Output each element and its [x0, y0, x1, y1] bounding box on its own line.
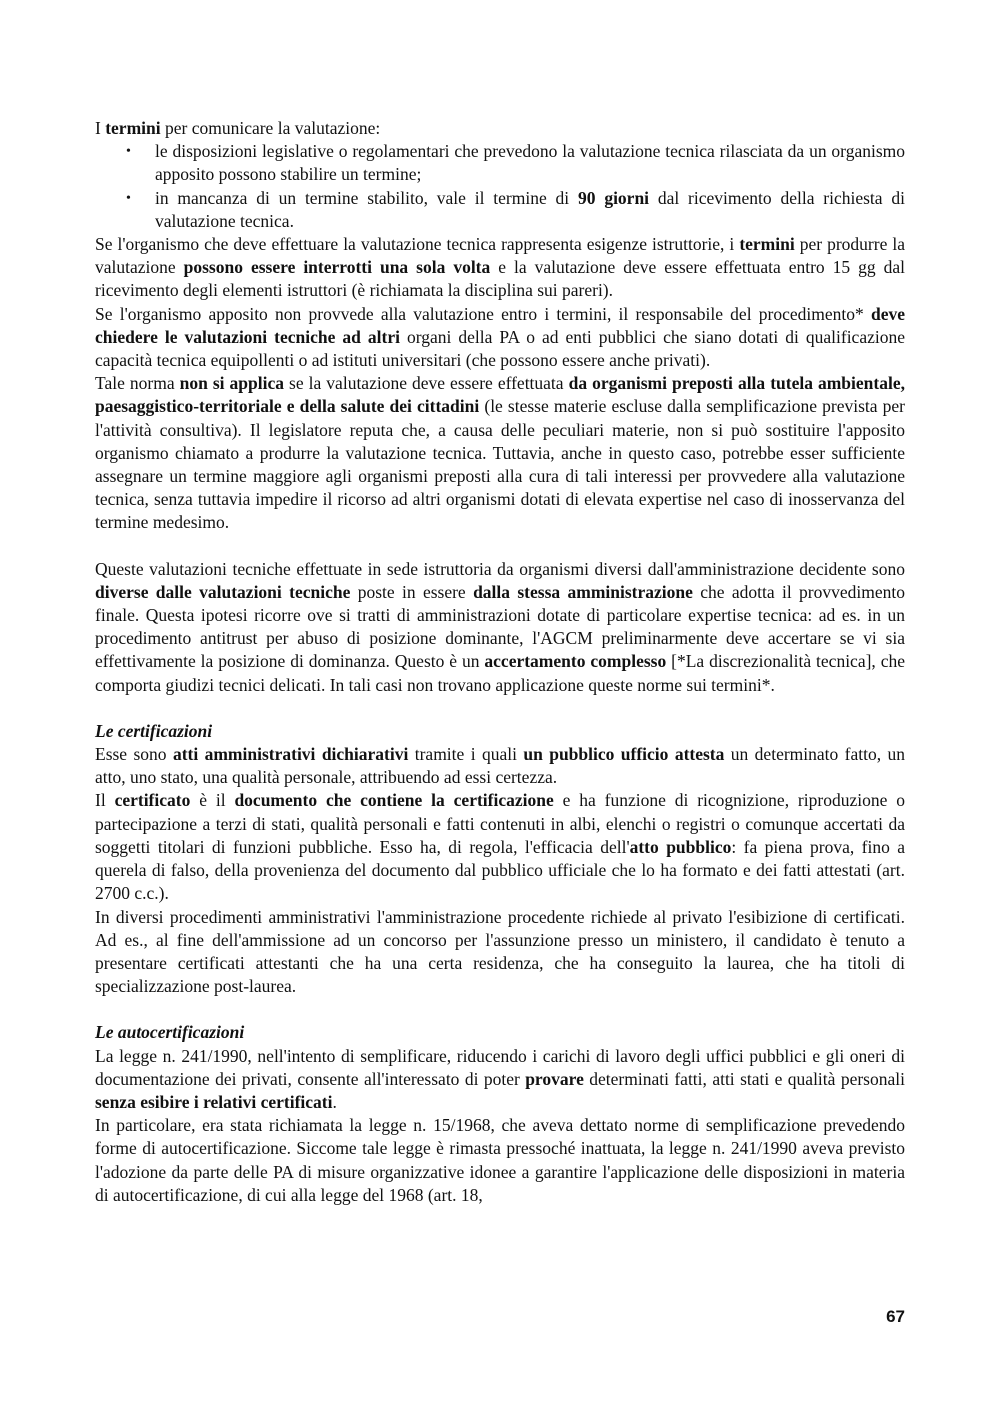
paragraph-text: Se l'organismo che deve effettuare la valutazione tecnica rappresenta esigenze istruttorie, i	[95, 234, 740, 255]
paragraph-bold: senza esibire i relativi certificati	[95, 1091, 333, 1112]
paragraph-bold: non si applica	[179, 373, 285, 394]
paragraph	[95, 233, 905, 303]
paragraph-text: organi della PA o ad enti pubblici che siano dotati di qualificazione capacità tecnica equipollenti o ad istituti universitari (che possono essere anche privati).	[95, 326, 905, 371]
paragraph-text: [*La discrezionalità tecnica], che comporta giudizi tecnici delicati. In tali casi non trovano applicazione queste norme sui termini*.	[95, 651, 905, 695]
paragraph-text: tramite i quali	[408, 744, 524, 765]
paragraph: In particolare, era stata richiamata la legge n. 15/1968, che aveva dettato norme di semplificazione prevedendo forme di autocertificazione. Siccome tale legge è rimasta pressoché inattuata, la legge n. 241/1990 aveva previsto l'adozione da parte delle PA di misure organizzative idonee a garantire l'applicazione delle disposizioni in materia di autocertificazione, di cui alla legge del 1968 (art. 18,	[95, 1115, 905, 1205]
paragraph-bold: atti amministrativi dichiarativi	[172, 744, 409, 765]
list-item-text: in mancanza di un termine stabilito, vale il termine di	[155, 187, 578, 208]
spacer	[95, 697, 905, 720]
paragraph-text: un determinato fatto, un atto, uno stato, una qualità personale, attribuendo ad essi certezza.	[95, 744, 906, 788]
paragraph-text: : fa piena prova, fino a querela di falso, della provenienza del documento dal pubblico ufficiale che lo ha formato e dei fatti attestati (art. 2700 c.c.).	[95, 836, 906, 904]
section-heading-autocertificazioni: Le autocertificazioni	[95, 1022, 245, 1043]
paragraph-text: poste in essere	[350, 581, 474, 602]
paragraph	[95, 372, 905, 534]
spacer	[95, 998, 905, 1021]
paragraph-text: (le stesse materie escluse dalla semplificazione prevista per l'attività consultiva). Il legislatore reputa che, a causa delle peculiari materie, non si può sostituire l'apposito organismo chiamato a produrre la valutazione tecnica. Tuttavia, anche in questo caso, potrebbe esser sufficiente assegnare un termine maggiore agli organismi preposti alla cura di tali interessi per provvedere alla valutazione tecnica, senza tuttavia impedire il ricorso ad altri organismi dotati di elevata expertise nel caso di inosservanza del termine medesimo.	[95, 396, 905, 533]
paragraph-bold: termini	[739, 234, 795, 255]
paragraph-bold: certificato	[114, 790, 191, 811]
paragraph-text: che adotta il provvedimento finale. Questa ipotesi ricorre ove si tratti di amministrazioni dotate di particolare expertise tecnica: ad es. in un procedimento antitrust per abuso di posizione dominante, l'AGCM preliminarmente deve accertare se vi sia effettivamente la posizione di dominanza. Questo è un	[95, 581, 905, 672]
paragraph	[95, 743, 905, 789]
paragraph-bold: dalla stessa amministrazione	[473, 581, 693, 602]
paragraph-bold: provare	[525, 1068, 584, 1089]
paragraph-bold: deve chiedere le valutazioni tecniche ad altri	[95, 303, 905, 347]
list-item-text: dal ricevimento della richiesta di valutazione tecnica.	[155, 187, 905, 231]
paragraph-text: .	[332, 1091, 337, 1112]
paragraph-text: per produrre la valutazione	[95, 234, 905, 278]
paragraph-text: La legge n. 241/1990, nell'intento di semplificare, riducendo i carichi di lavoro degli uffici pubblici e gli oneri di documentazione dei privati, consente all'interessato di poter	[95, 1045, 905, 1089]
paragraph	[95, 303, 905, 373]
paragraph-text: Queste valutazioni tecniche effettuate in sede istruttoria da organismi diversi dall'amministrazione decidente sono	[95, 558, 905, 579]
intro-text: per comunicare la valutazione:	[160, 118, 381, 138]
document-page	[95, 117, 905, 1207]
intro-bold: termini	[105, 118, 161, 138]
page-number: 67	[886, 1307, 905, 1326]
paragraph-text: Il	[95, 790, 115, 811]
paragraph	[95, 1045, 905, 1115]
section-heading-certificazioni: Le certificazioni	[95, 720, 213, 741]
paragraph	[95, 558, 905, 697]
paragraph-bold: possono essere interrotti una sola volta	[183, 257, 491, 278]
paragraph-text: Tale norma	[95, 373, 180, 394]
paragraph-bold: un pubblico ufficio attesta	[523, 744, 725, 765]
paragraph-text: determinati fatti, atti stati e qualità personali	[583, 1068, 905, 1089]
paragraph-text: Esse sono	[95, 744, 173, 765]
intro-paragraph	[95, 117, 905, 140]
terms-list	[95, 140, 905, 233]
paragraph-bold: da organismi preposti alla tutela ambientale, paesaggistico-territoriale e della salute dei cittadini	[95, 373, 905, 417]
paragraph-bold: documento che contiene la certificazione	[234, 790, 554, 811]
paragraph-text: Se l'organismo apposito non provvede alla valutazione entro i termini, il responsabile del procedimento*	[95, 303, 871, 324]
paragraph-text: e la valutazione deve essere effettuata entro 15 gg dal ricevimento degli elementi istruttori (è richiamata la disciplina sui pareri).	[95, 257, 905, 301]
paragraph-text: se la valutazione deve essere effettuata	[284, 373, 569, 394]
paragraph-text: è il	[190, 790, 235, 811]
list-item	[155, 187, 905, 233]
intro-text: I	[95, 118, 106, 138]
list-item-text: le disposizioni legislative o regolamentari che prevedono la valutazione tecnica rilasciata da un organismo apposito possono stabilire un termine;	[155, 141, 905, 185]
paragraph-bold: atto pubblico	[629, 836, 732, 857]
paragraph-text: e ha funzione di ricognizione, riproduzione o partecipazione a terzi di stati, qualità personali e fatti contenuti in albi, elenchi o registri o comunque accertati da soggetti titolari di funzioni pubbliche. Esso ha, di regola, l'efficacia dell'	[95, 790, 905, 857]
paragraph: In diversi procedimenti amministrativi l'amministrazione procedente richiede al privato l'esibizione di certificati. Ad es., al fine dell'ammissione ad un concorso per l'assunzione presso un ministero, il candidato è tenuto a presentare certificati attestanti che ha una certa residenza, che ha conseguito la laurea, che ha titoli di specializzazione post-laurea.	[95, 906, 905, 997]
paragraph	[95, 789, 905, 905]
paragraph-bold: accertamento complesso	[484, 651, 667, 672]
list-item	[155, 140, 905, 186]
spacer	[95, 535, 905, 558]
list-item-bold: 90 giorni	[578, 187, 650, 208]
paragraph-bold: diverse dalle valutazioni tecniche	[95, 581, 351, 602]
